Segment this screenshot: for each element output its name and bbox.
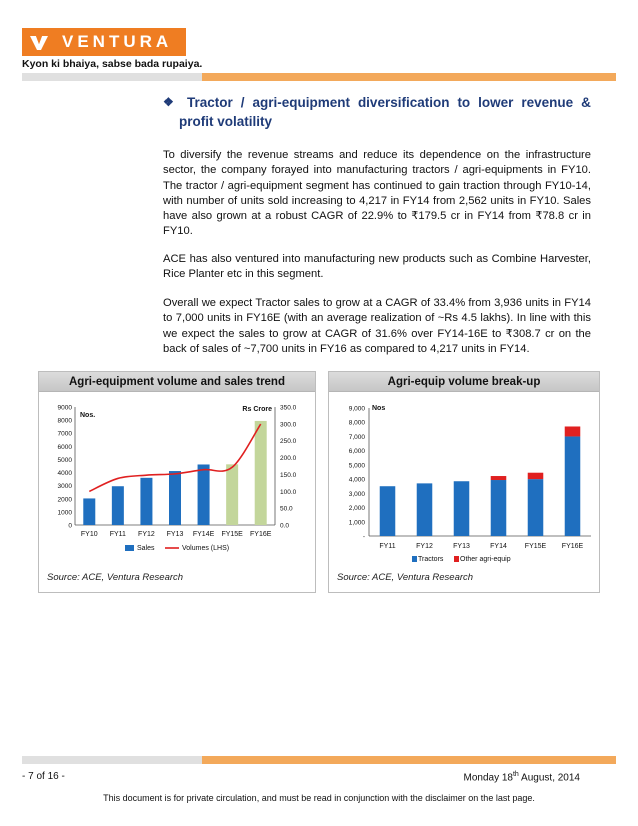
y-tick-label: 1,000 [348, 519, 365, 527]
ventura-v-icon [22, 28, 56, 56]
y-tick-label: 5,000 [348, 462, 365, 470]
x-tick-label: FY11 [379, 543, 396, 550]
left-tick-label: 2000 [57, 496, 72, 504]
x-tick-label: FY14E [192, 531, 215, 538]
heading-word: / [240, 95, 245, 110]
sales-bar [112, 486, 124, 525]
sales-bar [198, 464, 210, 525]
chart-title: Agri-equipment volume and sales trend [39, 372, 315, 392]
y-tick-label: 9,000 [348, 405, 365, 413]
tractors-bar [417, 483, 433, 536]
chart-title: Agri-equip volume break-up [329, 372, 599, 392]
y-axis-label: Nos [372, 405, 386, 412]
y-tick-label: - [362, 533, 365, 541]
right-tick-label: 200.0 [280, 455, 297, 463]
legend-swatch-sales [125, 545, 134, 551]
legend-label-other: Other agri-equip [460, 556, 511, 563]
x-tick-label: FY16E [561, 543, 584, 550]
paragraph-new-products: ACE has also ventured into manufacturing new products such as Combine Harvester, Rice Planter etc in this segment. [163, 253, 591, 281]
tractors-bar [528, 479, 544, 536]
y-tick-label: 7,000 [348, 433, 365, 441]
page-number: - 7 of 16 - [22, 771, 65, 782]
heading-word: agri-equipment [252, 95, 350, 110]
x-tick-label: FY12 [416, 543, 433, 550]
sales-bar [83, 498, 95, 525]
chart-source: Source: ACE, Ventura Research [337, 572, 474, 583]
x-tick-label: FY14 [490, 543, 507, 550]
section-heading [163, 93, 591, 131]
heading-word: revenue [521, 95, 574, 110]
volume-breakup-chart [329, 393, 599, 568]
legend-swatch-other [454, 556, 459, 562]
paragraph-diversification: To diversify the revenue streams and reduce its dependence on the infrastructure sector, the company forayed into manufacturing tractors / agri-equipments in FY10. The tractor / agri-equipment segment has continued to gain traction through FY10-14, with number of units sold increasing to 4,217 in FY14 from 2,562 units in FY10. Sales have also grown at a robust CAGR of 22.9% to ₹179.5 cr in FY14 from ₹78.8 cr in FY10. [163, 149, 591, 238]
disclaimer-text: This document is for private circulation, and must be read in conjunction with the disclaimer on the last page. [103, 793, 535, 803]
other-agri-equip-bar [528, 473, 544, 479]
sales-bar [226, 464, 238, 525]
x-tick-label: FY10 [80, 531, 98, 538]
heading-word: diversification [357, 95, 450, 110]
x-tick-label: FY15E [524, 543, 547, 550]
right-tick-label: 50.0 [280, 505, 293, 513]
sales-bar [255, 421, 267, 525]
diamond-bullet-icon: ❖ [163, 95, 174, 109]
left-tick-label: 5000 [57, 456, 72, 464]
heading-word: to [457, 95, 471, 110]
chart-source: Source: ACE, Ventura Research [47, 572, 184, 583]
x-tick-label: FY13 [166, 531, 184, 538]
y-tick-label: 3,000 [348, 490, 365, 498]
left-axis-label: Nos. [80, 412, 96, 419]
sales-bar [140, 478, 152, 525]
heading-word: & [581, 95, 591, 110]
brand-tagline: Kyon ki bhaiya, sabse bada rupaiya. [22, 58, 203, 70]
brand-logo [22, 28, 186, 56]
right-axis-label: Rs Crore [242, 406, 272, 413]
header-divider-gray [22, 73, 202, 81]
chart-panel-volume-sales [38, 371, 316, 593]
right-tick-label: 250.0 [280, 438, 297, 446]
left-tick-label: 4000 [57, 470, 72, 478]
chart-panel-volume-breakup [328, 371, 600, 593]
x-tick-label: FY12 [138, 531, 155, 538]
heading-word: lower [478, 95, 514, 110]
volume-sales-chart [39, 393, 315, 568]
legend-label-volume: Volumes (LHS) [182, 545, 230, 552]
other-agri-equip-bar [491, 476, 507, 480]
x-tick-label: FY11 [109, 531, 126, 538]
left-tick-label: 7000 [57, 430, 72, 438]
y-tick-label: 4,000 [348, 476, 365, 484]
footer-divider-orange [202, 756, 616, 764]
left-tick-label: 6000 [57, 443, 72, 451]
tractors-bar [380, 486, 396, 536]
y-tick-label: 6,000 [348, 448, 365, 456]
y-tick-label: 8,000 [348, 419, 365, 427]
heading-word: Tractor [186, 95, 233, 110]
report-date: Monday 18th August, 2014 [463, 771, 580, 784]
y-tick-label: 2,000 [348, 505, 365, 513]
right-tick-label: 300.0 [280, 421, 297, 429]
tractors-bar [454, 481, 470, 536]
tractors-bar [491, 480, 507, 536]
left-tick-label: 3000 [57, 483, 72, 491]
legend-label-tractors: Tractors [418, 556, 444, 563]
left-tick-label: 1000 [57, 509, 72, 517]
tractors-bar [565, 436, 581, 536]
header-divider-orange [202, 73, 616, 81]
right-tick-label: 350.0 [280, 404, 297, 412]
brand-name: VENTURA [62, 32, 173, 51]
left-tick-label: 8000 [57, 417, 72, 425]
paragraph-outlook: Overall we expect Tractor sales to grow at a CAGR of 33.4% from 3,936 units in FY14 to 7,000 units in FY16E (with an average realization of ~Rs 4.5 lakhs). In line with this we expect the sales to grow at CAGR of 31.6% over FY14-16E to ₹308.7 cr on the back of sales of ~7,700 units in FY16 as compared to 4,217 units in FY14. [163, 297, 591, 355]
footer-divider-gray [22, 756, 202, 764]
right-tick-label: 150.0 [280, 471, 297, 479]
section-heading-line2: profit volatility [179, 114, 273, 129]
x-tick-label: FY16E [250, 531, 272, 538]
right-tick-label: 0.0 [280, 522, 290, 530]
sales-bar [169, 471, 181, 525]
other-agri-equip-bar [565, 426, 581, 436]
left-tick-label: 0 [68, 522, 72, 530]
legend-swatch-tractors [412, 556, 417, 562]
right-tick-label: 100.0 [280, 488, 297, 496]
left-tick-label: 9000 [57, 404, 72, 412]
x-tick-label: FY15E [221, 531, 243, 538]
x-tick-label: FY13 [453, 543, 470, 550]
legend-label-sales: Sales [137, 545, 155, 552]
